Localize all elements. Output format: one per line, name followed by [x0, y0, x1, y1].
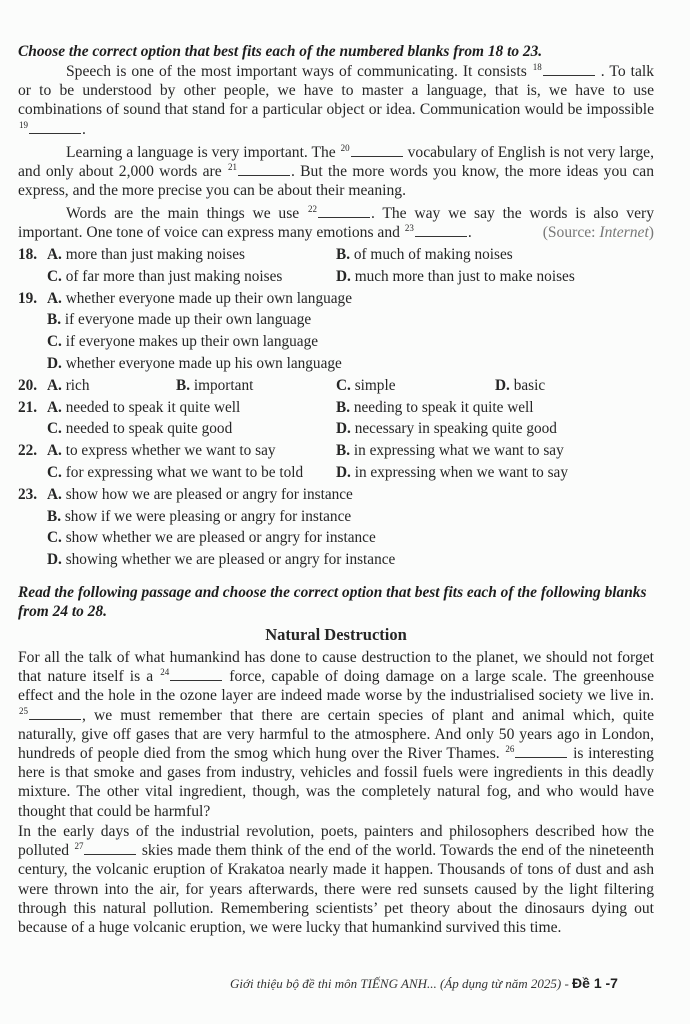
blank-19 [29, 121, 81, 134]
option-18d[interactable]: D. much more than just to make noises [336, 267, 575, 285]
question-19: 19. A. whether everyone made up their own language [18, 288, 654, 310]
option-21b[interactable]: B. needing to speak it quite well [336, 398, 534, 416]
source-citation: (Source: Internet) [542, 224, 654, 242]
option-22b[interactable]: B. in expressing what we want to say [336, 442, 564, 460]
option-23c[interactable]: C. show whether we are pleased or angry for instance [47, 529, 376, 547]
question-20: 20. A. rich B. important C. simple D. basic [18, 375, 654, 397]
option-20d[interactable]: D. basic [495, 376, 546, 394]
option-19a[interactable]: A. whether everyone made up their own language [47, 289, 352, 307]
section1-instruction: Choose the correct option that best fits each of the numbered blanks from 18 to 23. [18, 43, 543, 60]
page-footer: Giới thiệu bộ đề thi môn TIẾNG ANH... (Áp dụng từ năm 2025) - Đề 1 -7 [230, 975, 618, 991]
blank-number: 19 [19, 119, 28, 130]
blank-27 [84, 842, 136, 855]
passage1-paragraph-1: Speech is one of the most important ways of communicating. It consists $^{18}$ . To talk or to be understood by other people, we have to master a language, that is, we have to use combinations of sound that stand for a particular object or idea. Communication would be impossible $^{19}$ . [18, 62, 654, 138]
option-20a[interactable]: A. rich [47, 376, 90, 394]
question-22-row-2 [18, 462, 654, 484]
option-23b[interactable]: B. show if we were pleasing or angry for instance [47, 507, 352, 525]
option-23d[interactable]: D. showing whether we are pleased or angry for instance [47, 551, 396, 569]
question-18-row-2 [18, 266, 654, 288]
blank-number: 27 [74, 841, 84, 852]
blank-22 [318, 205, 370, 218]
blank-number: 23 [404, 223, 414, 234]
option-18a[interactable]: A. more than just making noises [47, 246, 245, 263]
question-19-row-2 [18, 309, 654, 331]
question-23: 23. A. show how we are pleased or angry for instance [18, 484, 654, 506]
option-22d[interactable]: D. in expressing when we want to say [336, 463, 568, 481]
question-23-row-3 [18, 527, 654, 549]
blank-20 [351, 144, 403, 157]
question-21-row-2 [18, 418, 654, 440]
question-21: 21. A. needed to speak it quite well B. needing to speak it quite well [18, 397, 654, 419]
blank-number: 18 [532, 62, 542, 72]
exam-page-label: Đề 1 -7 [572, 975, 618, 991]
option-23a[interactable]: A. show how we are pleased or angry for instance [47, 485, 353, 503]
passage2-paragraph-2: In the early days of the industrial revolution, poets, painters and philosophers described how the polluted $^{27}$ skies made them think of the end of the world. Towards the end of the nineteenth century, the volcanic eruption of Krakatoa nearly made it happen. Thousands of tons of dust and ash were thrown into the air, for years afterwards, there were red sunsets caused by the light filtering through this natural pollution. Remembering scientists’ pet theory about the dinosaurs dying out because of a huge volcanic eruption, we were lucky that humankind survived this time. [18, 823, 654, 937]
option-20b[interactable]: B. important [176, 376, 254, 394]
question-23-row-2 [18, 506, 654, 528]
option-22c[interactable]: C. for expressing what we want to be told [47, 463, 304, 481]
blank-number: 24 [160, 667, 170, 678]
question-18: 18. A. more than just making noises B. of much of making noises [18, 244, 654, 266]
blank-number: 25 [19, 705, 28, 716]
option-18b[interactable]: B. of much of making noises [336, 246, 513, 263]
question-19-row-3 [18, 331, 654, 353]
option-21a[interactable]: A. needed to speak it quite well [47, 398, 241, 416]
passage1-paragraph-3: Words are the main things we use $^{22}$ . The way we say the words is also very important. One tone of voice can express many emotions and $^{23}$ . (Source: Internet) [18, 204, 654, 242]
section2-instruction: Read the following passage and choose the correct option that best fits each of the following blanks from 24 to 28. [18, 584, 647, 620]
option-18c[interactable]: C. of far more than just making noises [47, 267, 283, 285]
blank-number: 21 [227, 162, 237, 173]
blank-23 [415, 224, 467, 237]
option-22a[interactable]: A. to express whether we want to say [47, 442, 276, 460]
passage-title: Natural Destruction [265, 625, 407, 644]
blank-25 [29, 707, 81, 720]
option-21c[interactable]: C. needed to speak quite good [47, 420, 233, 438]
blank-number: 20 [340, 143, 350, 153]
blank-18 [543, 63, 595, 76]
blank-number: 22 [307, 204, 317, 214]
blank-21 [238, 163, 290, 176]
option-20c[interactable]: C. simple [336, 376, 396, 394]
question-23-row-4 [18, 549, 654, 571]
blank-26 [515, 745, 567, 758]
question-19-row-4 [18, 353, 654, 375]
blank-24 [170, 668, 222, 681]
option-19b[interactable]: B. if everyone made up their own language [47, 311, 312, 329]
option-21d[interactable]: D. necessary in speaking quite good [336, 420, 557, 438]
passage1-paragraph-2: Learning a language is very important. The $^{20}$ vocabulary of English is not very large, and only about 2,000 words are $^{21}$ . But the more words you know, the more ideas you can express, and the more precise you can be about their meaning. [18, 143, 654, 200]
blank-number: 26 [505, 744, 515, 755]
passage2-paragraph-1: For all the talk of what humankind has done to cause destruction to the planet, we should not forget that nature itself is a $^{24}$ force, capable of doing damage on a large scale. The greenhouse effect and the hole in the ozone layer are indeed made worse by the industrialised society we live in. $^{25}$ , we must remember that there are certain species of plant and animal which, quite naturally, give off gases that are very harmful to the atmosphere. And only 50 years ago in London, hundreds of people died from the smog which hung over the River Thames. $^{26}$ is interesting here is that smoke and gases from industry, vehicles and fossil fuels were ingredients in this deadly mixture. The other vital ingredient, though, was the completely natural fog, and who would have thought that could be harmful? [18, 649, 654, 820]
question-22: 22. A. to express whether we want to say B. in expressing what we want to say [18, 440, 654, 462]
option-19c[interactable]: C. if everyone makes up their own language [47, 333, 319, 351]
option-19d[interactable]: D. whether everyone made up his own language [47, 354, 342, 372]
question-list-18-23 [18, 244, 654, 571]
